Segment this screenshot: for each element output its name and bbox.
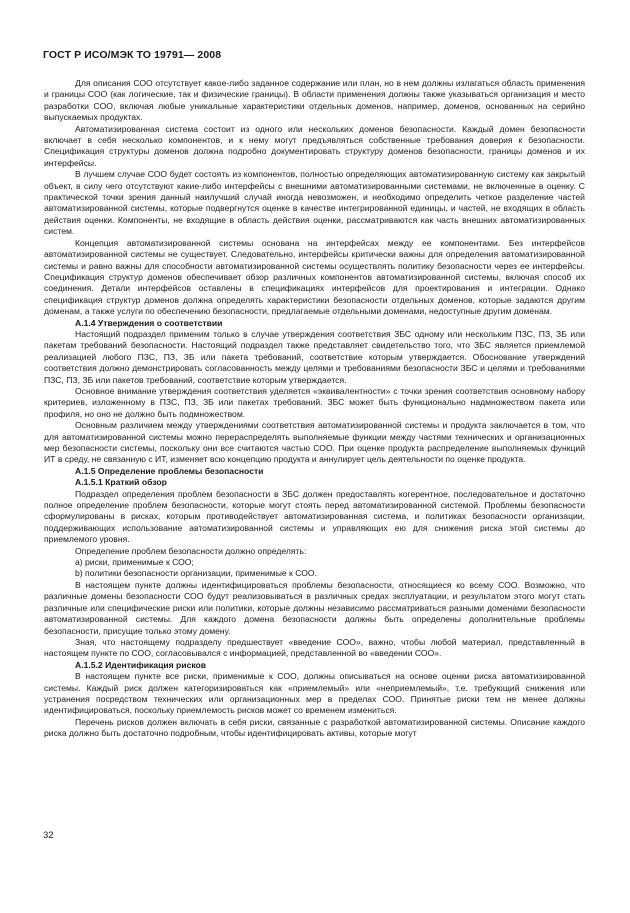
paragraph: Подраздел определения проблем безопасности в ЗБС должен предоставлять когерентное, последовательное и достаточно полное определение проблем безопасности, которые могут стоять перед автоматизированной системой. Проблемы безопасности сформулированы в рисках, которым противодействует автоматизированная система, и политиках безопасности организации, поддерживающих использование автоматизированной системы и управляющих ею для снижения риска этой системы до приемлемого уровня. (44, 488, 585, 545)
paragraph: Настоящий подраздел применим только в случае утверждения соответствия ЗБС одному или нескольким ПЗС, ПЗ, ЗБ или пакетам требований безопасности. Настоящий подраздел также представляет свидетельство того, что ЗБС является приемлемой реализацией любого ПЗС, ПЗ, ЗБ или пакета требований, соответствие которым утверждается. Обоснование утверждений соответствия должно демонстрировать согласованность между целями и требованиями безопасности ЗБС и целями и требованиями ПЗС, ПЗ, ЗБ или пакетов требований, соответствие которым утверждается. (44, 328, 585, 385)
page-number: 32 (43, 830, 54, 841)
paragraph: В лучшем случае СОО будет состоять из компонентов, полностью определяющих автоматизированную систему как закрытый объект, в силу чего отсутствуют какие-либо интерфейсы с внешними автоматизированными системами, не включенные в оценку. С практической точки зрения данный наилучший случай иногда невозможен, и необходимо определить четкое разделение частей автоматизированной системы, которые подвергнутся оценке в качестве интегрированной единицы, и частей, не входящих в область действия оценки. Компоненты, не входящие в область действия оценки, рассматриваются как часть внешних автоматизированных систем. (44, 169, 585, 237)
paragraph: Определение проблем безопасности должно определять: (75, 545, 307, 556)
list-item: а) риски, применимые к СОО; (75, 557, 194, 568)
paragraph: Для описания СОО отсутствует какое-либо заданное содержание или план, но в нем должны излагаться область применения и границы СОО (как логические, так и физические границы). В области применения должны также указываться организация и место разработки СОО, включая любые уникальные характеристики отдельных доменов, например, доменов, основанных на серийно выпускаемых продуктах. (44, 78, 585, 123)
paragraph: Концепция автоматизированной системы основана на интерфейсах между ее компонентами. Без интерфейсов автоматизированной системы не существует. Следовательно, интерфейсы критически важны для определения автоматизированной системы и равно важны для способности автоматизированной системы осуществлять политику безопасности через ее интерфейсы. Спецификация структур доменов обеспечивает обзор различных компонентов автоматизированной системы, включая способ их соединения. Детали интерфейсов оставлены в спецификациях интерфейсов для проектирования и интеграции. Однако спецификация структур доменов должна определять характеристики безопасности отдельных доменов, которые задаются другим доменам, а также услуги по обеспечению безопасности, предлагаемые отдельными доменами, недоступные другим доменам. (44, 237, 585, 317)
section-heading: А.1.4 Утверждения о соответствии (75, 317, 223, 328)
paragraph: Перечень рисков должен включать в себя риски, связанные с разработкой автоматизированной системы. Описание каждого риска должно быть достаточно подробным, чтобы идентифицировать активы, которые могут (44, 716, 585, 739)
list-item: b) политики безопасности организации, применимые к СОО. (75, 568, 317, 579)
paragraph: Основное внимание утверждения соответствия уделяется «эквивалентности» с точки зрения соответствия основному набору критериев, изложенному в ПЗС, ПЗ, ЗБ или пакетах требований. ЗБС может быть функционально надмножеством пакета или профиля, но оно не должно быть подмножеством. (44, 385, 585, 419)
document-header: ГОСТ Р ИСО/МЭК ТО 19791— 2008 (43, 49, 222, 61)
section-heading: А.1.5.2 Идентификация рисков (75, 659, 207, 670)
paragraph: Основным различием между утверждениями соответствия автоматизированной системы и продукта заключается в том, что для автоматизированной системы можно перераспределять выполняемые функции между частями технических и организационных мер безопасности системы, поскольку они все считаются частью СОО. При оценке продукта распределение выполняемых функций ИТ в среду, не связанную с ИТ, изменяет всю концепцию продукта и аннулирует цель деятельности по оценке продукта. (44, 420, 585, 465)
section-heading: А.1.5.1 Краткий обзор (75, 477, 167, 488)
body-text (44, 78, 585, 740)
paragraph: Зная, что настоящему подразделу предшествует «введение СОО», важно, чтобы любой материал, представленный в настоящем пункте по СОО, согласовывался с информацией, представленной во «введении СОО». (44, 636, 585, 659)
paragraph: Автоматизированная система состоит из одного или нескольких доменов безопасности. Каждый домен безопасности включает в себя несколько компонентов, и к нему могут предъявляться собственные требования доверия к безопасности. Спецификация структуры доменов должна подробно документировать структуру доменов безопасности, границы доменов и их интерфейсы. (44, 123, 585, 168)
paragraph: В настоящем пункте все риски, применимые к СОО, должны описываться на основе оценки риска автоматизированной системы. Каждый риск должен категоризироваться как «приемлемый» или «неприемлемый», т.е. требующий снижения или устранения посредством технических или организационных мер в пределах СОО. Принятые риски тем не менее должны идентифицироваться, поскольку приемлемость рисков может со временем измениться. (44, 671, 585, 716)
paragraph: В настоящем пункте должны идентифицироваться проблемы безопасности, относящиеся ко всему СОО. Возможно, что различные домены безопасности СОО будут реализовываться в различных средах эксплуатации, и результатом этого могут стать различные или специфические риски или политики, которые должны независимо рассматриваться разными доменами безопасности автоматизированной системы. Для каждого домена безопасности должны быть определены дополнительные проблемы безопасности, присущие только этому домену. (44, 579, 585, 636)
section-heading: А.1.5 Определение проблемы безопасности (75, 465, 264, 476)
